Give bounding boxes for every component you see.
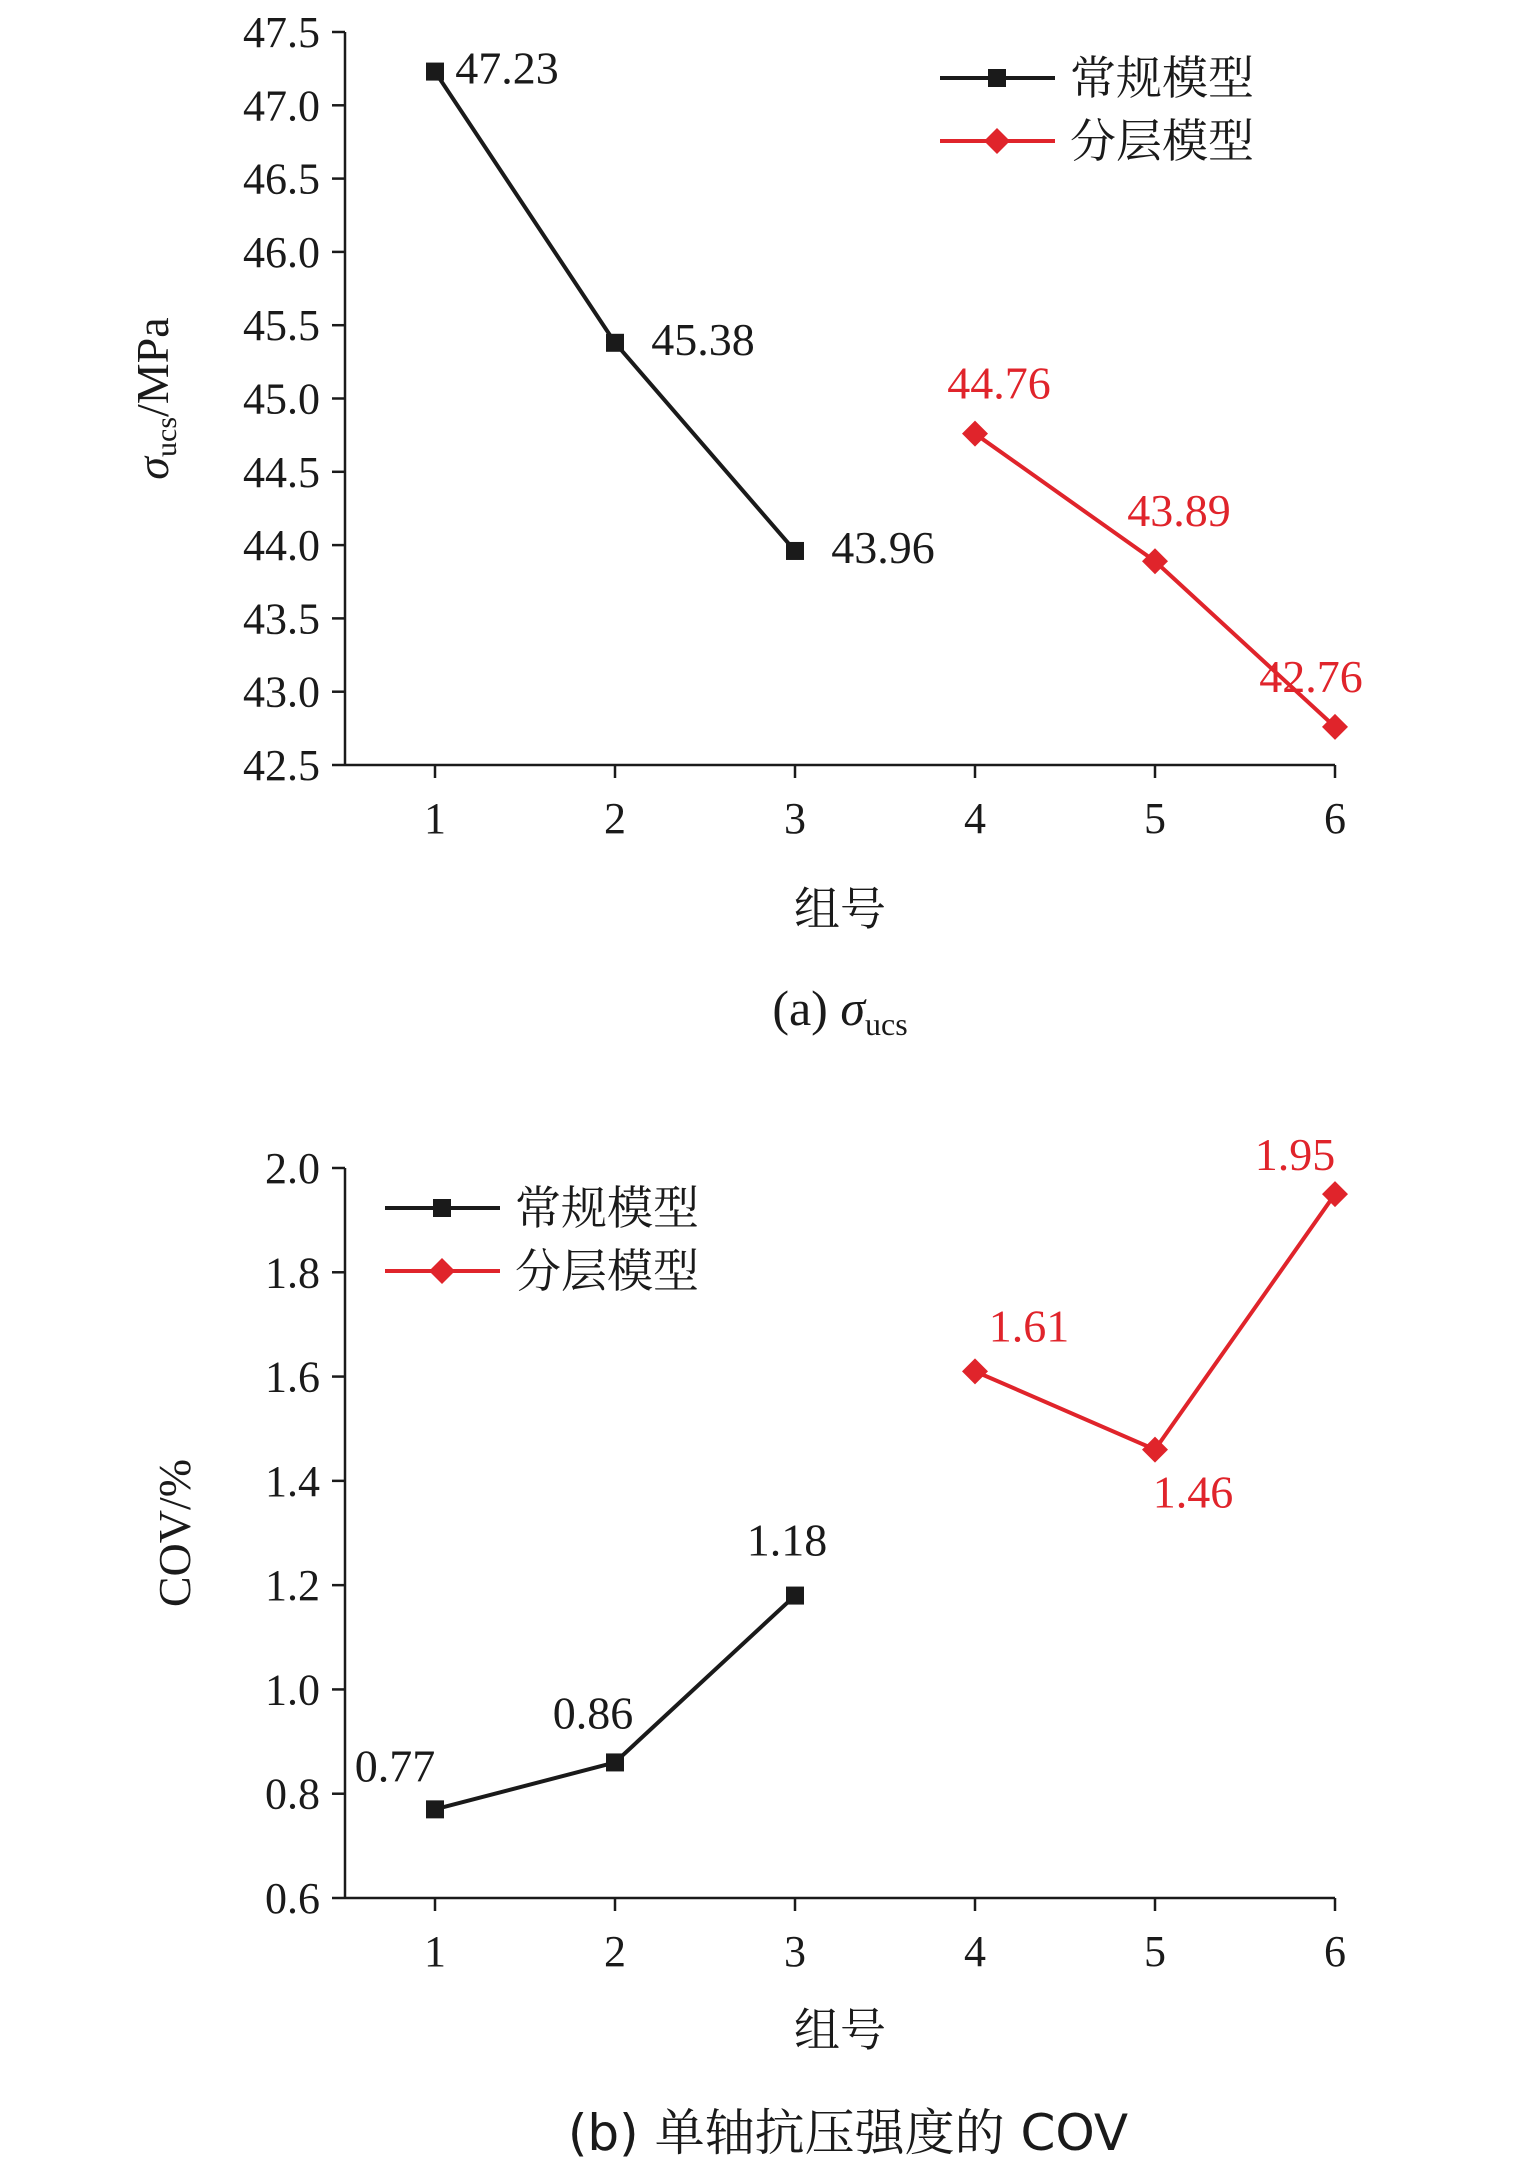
- data-label: 42.76: [1259, 650, 1363, 702]
- series-layered: [947, 358, 1363, 740]
- data-point-diamond: [962, 1358, 988, 1384]
- legend-label: 常规模型: [515, 1181, 699, 1235]
- caption-subscript: ucs: [865, 1006, 908, 1042]
- data-label: 43.89: [1127, 485, 1231, 537]
- data-label: 0.77: [354, 1740, 436, 1792]
- figure-caption: [772, 980, 907, 1042]
- x-tick-label: 6: [1324, 794, 1346, 843]
- x-axis-label: 组号: [794, 882, 886, 936]
- legend-label: 分层模型: [515, 1244, 699, 1298]
- legend: [385, 1181, 699, 1298]
- chart-panel-b: [149, 1129, 1348, 2162]
- y-tick-label: 45.5: [243, 301, 320, 351]
- y-tick-label: 46.0: [243, 227, 320, 277]
- caption-prefix: (b) 单轴抗压强度的 COV: [567, 2104, 1129, 2162]
- data-point-square: [786, 1587, 804, 1605]
- x-axis-label: 组号: [794, 2003, 886, 2057]
- y-tick-label: 43.5: [243, 594, 320, 644]
- series-conventional: [355, 1515, 828, 1819]
- data-point-diamond: [962, 421, 988, 447]
- figure-caption: [568, 2104, 1128, 2162]
- x-tick-label: 2: [604, 794, 626, 843]
- x-tick-label: 1: [424, 1927, 446, 1976]
- legend-marker-square: [433, 1199, 451, 1217]
- legend-marker-diamond: [429, 1258, 455, 1284]
- y-axis-label-symbol: σ: [127, 457, 178, 480]
- data-point-square: [426, 63, 444, 81]
- data-label: 47.23: [455, 42, 559, 94]
- x-tick-label: 5: [1144, 794, 1166, 843]
- y-axis-label: [149, 1459, 200, 1607]
- series-layered: [962, 1129, 1348, 1518]
- y-tick-label: 45.0: [243, 374, 320, 424]
- data-point-square: [606, 1753, 624, 1771]
- y-tick-label: 46.5: [243, 154, 320, 204]
- x-tick-label: 3: [784, 1927, 806, 1976]
- y-tick-label: 42.5: [243, 741, 320, 790]
- x-tick-label: 6: [1324, 1927, 1346, 1976]
- series-line: [435, 72, 795, 551]
- data-point-diamond: [1322, 1181, 1348, 1207]
- y-tick-label: 44.5: [243, 447, 320, 497]
- y-tick-label: 43.0: [243, 667, 320, 717]
- x-tick-label: 1: [424, 794, 446, 843]
- x-tick-label: 3: [784, 794, 806, 843]
- y-tick-label: 0.6: [265, 1874, 320, 1923]
- data-label: 1.18: [746, 1514, 828, 1566]
- y-tick-label: 1.2: [265, 1561, 320, 1611]
- data-label: 1.61: [988, 1300, 1070, 1352]
- series-conventional: [426, 43, 935, 573]
- y-tick-label: 1.4: [265, 1456, 320, 1506]
- x-tick-label: 5: [1144, 1927, 1166, 1976]
- x-tick-label: 4: [964, 1927, 986, 1976]
- y-tick-label: 44.0: [243, 521, 320, 571]
- y-tick-label: 0.8: [265, 1769, 320, 1819]
- data-point-square: [786, 542, 804, 560]
- legend-label: 常规模型: [1070, 51, 1254, 105]
- data-point-diamond: [1142, 1437, 1168, 1463]
- legend-marker-square: [988, 69, 1006, 87]
- y-tick-label: 1.8: [265, 1248, 320, 1298]
- legend: [940, 51, 1254, 168]
- y-axis-label-subscript: ucs: [150, 417, 183, 457]
- data-label: 1.95: [1254, 1129, 1336, 1181]
- y-tick-label: 1.0: [265, 1665, 320, 1715]
- y-tick-label: 47.0: [243, 81, 320, 131]
- x-tick-label: 4: [964, 794, 986, 843]
- y-tick-label: 47.5: [243, 8, 320, 57]
- data-label: 45.38: [651, 313, 755, 365]
- data-label: 1.46: [1152, 1466, 1234, 1518]
- data-point-square: [606, 334, 624, 352]
- data-label: 0.86: [552, 1687, 634, 1739]
- legend-label: 分层模型: [1070, 114, 1254, 168]
- caption-prefix: (a): [772, 980, 841, 1036]
- chart-panel-a: [127, 8, 1363, 1042]
- legend-marker-diamond: [984, 128, 1010, 154]
- data-label: 43.96: [831, 521, 935, 573]
- x-tick-label: 2: [604, 1927, 626, 1976]
- y-axis-label-unit: /MPa: [127, 317, 178, 417]
- caption-symbol: σ: [840, 980, 866, 1036]
- y-axis-label: [127, 317, 183, 479]
- y-tick-label: 1.6: [265, 1352, 320, 1402]
- y-tick-label: 2.0: [265, 1144, 320, 1193]
- data-point-square: [426, 1800, 444, 1818]
- y-axis-label-unit: COV/%: [149, 1458, 200, 1608]
- data-label: 44.76: [947, 357, 1051, 409]
